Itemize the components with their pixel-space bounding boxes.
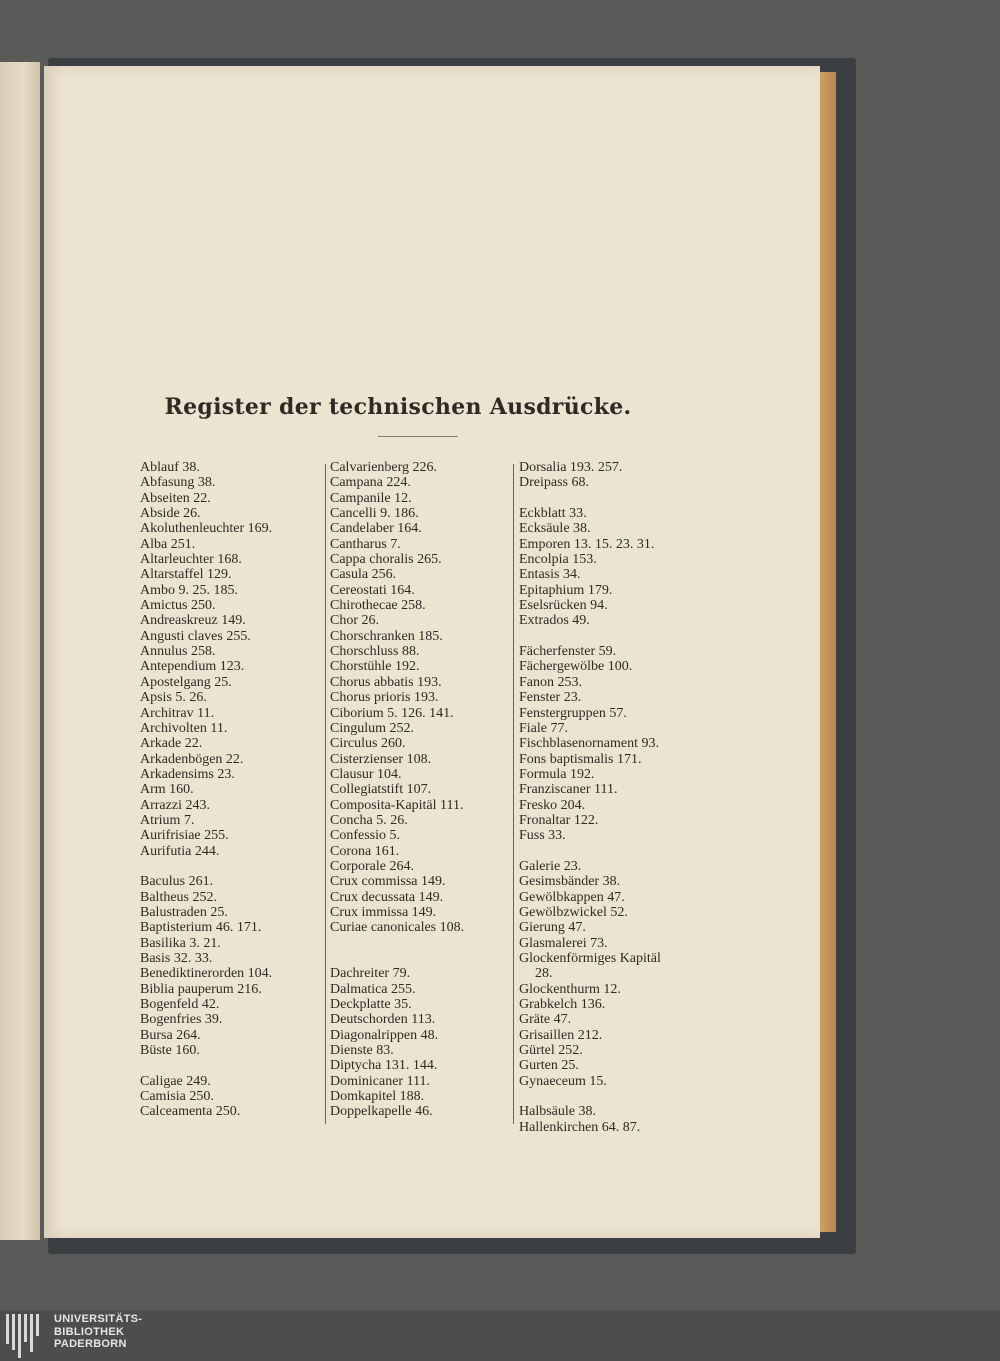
- library-name-line2: BIBLIOTHEK: [54, 1325, 125, 1338]
- index-entry: Glockenförmiges Kapitäl: [519, 951, 661, 966]
- index-entry: Franziscaner 111.: [519, 782, 618, 798]
- index-entry: Crux decussata 149.: [330, 889, 444, 905]
- index-entry: Caligae 249.: [140, 1073, 211, 1089]
- index-entry: Gynaeceum 15.: [519, 1073, 607, 1089]
- index-entry: Cappa choralis 265.: [330, 552, 442, 568]
- index-entry: Gewölbzwickel 52.: [519, 904, 628, 920]
- index-entry: Bursa 264.: [140, 1027, 201, 1043]
- entry-gap: [519, 491, 701, 506]
- index-entry: Aurifrisiae 255.: [140, 828, 229, 844]
- index-entry: Bogenfries 39.: [140, 1012, 223, 1028]
- column-divider: [325, 464, 326, 1124]
- index-entry: Clausur 104.: [330, 766, 402, 782]
- index-entry: Casula 256.: [330, 567, 397, 583]
- library-name: [54, 1313, 142, 1351]
- index-column-3: [519, 460, 701, 1135]
- page-block-edge: [818, 72, 836, 1232]
- index-entry: Dominicaner 111.: [330, 1073, 431, 1089]
- index-entry: Glasmalerei 73.: [519, 935, 608, 951]
- index-entry: Fuss 33.: [519, 828, 566, 844]
- index-entry: Cingulum 252.: [330, 720, 415, 736]
- index-entry: Entasis 34.: [519, 567, 581, 583]
- index-entry: Encolpia 153.: [519, 552, 597, 568]
- index-entry: Dalmatica 255.: [330, 981, 416, 997]
- index-entry: Aurifutia 244.: [140, 843, 220, 859]
- index-entry: Fächergewölbe 100.: [519, 659, 633, 675]
- index-entry: Fenster 23.: [519, 690, 582, 706]
- index-entry: Fächerfenster 59.: [519, 644, 617, 660]
- index-entry: Abside 26.: [140, 506, 201, 522]
- index-entry: Camisia 250.: [140, 1089, 214, 1105]
- index-entry: Ciborium 5. 126. 141.: [330, 705, 454, 721]
- index-entry: Fanon 253.: [519, 674, 582, 690]
- index-entry: Arrazzi 243.: [140, 797, 210, 813]
- index-entry: Diagonalrippen 48.: [330, 1027, 439, 1043]
- index-entry: Corporale 264.: [330, 858, 414, 874]
- index-entry: Galerie 23.: [519, 858, 582, 874]
- index-column-2: [330, 460, 512, 1120]
- register-title: Register der technischen Ausdrücke.: [164, 394, 632, 420]
- index-entry: Gurten 25.: [519, 1058, 579, 1074]
- index-entry: Basilika 3. 21.: [140, 935, 221, 951]
- index-entry: Chorschluss 88.: [330, 644, 420, 660]
- index-entry: Concha 5. 26.: [330, 812, 408, 828]
- entry-gap: [140, 859, 322, 874]
- index-entry: Arkadensims 23.: [140, 766, 235, 782]
- index-entry: Chirothecae 258.: [330, 598, 426, 614]
- index-entry: Architrav 11.: [140, 705, 215, 721]
- index-entry: Altarstaffel 129.: [140, 567, 232, 583]
- index-entry: Halbsäule 38.: [519, 1104, 596, 1120]
- column-divider: [513, 464, 514, 1124]
- index-entry: Candelaber 164.: [330, 521, 422, 537]
- index-entry: Dorsalia 193. 257.: [519, 460, 623, 475]
- index-entry: Arkadenbögen 22.: [140, 751, 244, 767]
- index-entry: Cisterzienser 108.: [330, 751, 432, 767]
- index-entry: Diptycha 131. 144.: [330, 1058, 438, 1074]
- index-entry: Grabkelch 136.: [519, 997, 606, 1013]
- index-entry: Doppelkapelle 46.: [330, 1104, 433, 1120]
- index-entry: Chorstühle 192.: [330, 659, 420, 675]
- index-entry: Fronaltar 122.: [519, 812, 599, 828]
- index-entry: Chorus abbatis 193.: [330, 674, 442, 690]
- index-entry: Archivolten 11.: [140, 720, 228, 736]
- index-entry: Deckplatte 35.: [330, 997, 412, 1013]
- index-entry: Arm 160.: [140, 782, 194, 798]
- index-entry: Composita-Kapitäl 111.: [330, 797, 464, 813]
- entry-gap: [140, 1058, 322, 1073]
- index-entry: Glockenthurm 12.: [519, 981, 621, 997]
- title-ornament: [378, 436, 458, 441]
- index-entry: Eselsrücken 94.: [519, 598, 608, 614]
- index-entry: Chorschranken 185.: [330, 628, 443, 644]
- index-entry: Benediktinerorden 104.: [140, 966, 273, 982]
- entry-gap: [330, 936, 512, 951]
- index-entry: Gürtel 252.: [519, 1043, 583, 1059]
- index-entry: Calceamenta 250.: [140, 1104, 241, 1120]
- index-entry: Fiale 77.: [519, 720, 568, 736]
- index-entry: Formula 192.: [519, 766, 595, 782]
- index-entry: Ablauf 38.: [140, 460, 200, 475]
- index-entry: Circulus 260.: [330, 736, 406, 752]
- index-entry: Chorus prioris 193.: [330, 690, 439, 706]
- index-entry: Abseiten 22.: [140, 490, 211, 506]
- index-entry: Extrados 49.: [519, 613, 590, 629]
- index-entry: Domkapitel 188.: [330, 1089, 425, 1105]
- index-entry: Grisaillen 212.: [519, 1027, 603, 1043]
- index-entry: Ambo 9. 25. 185.: [140, 582, 238, 598]
- index-entry: Altarleuchter 168.: [140, 552, 242, 568]
- index-entry: Ecksäule 38.: [519, 521, 591, 537]
- index-entry: Deutschorden 113.: [330, 1012, 436, 1028]
- index-entry: Fischblasenornament 93.: [519, 736, 659, 752]
- index-entry: Apsis 5. 26.: [140, 690, 207, 706]
- entry-gap: [519, 1089, 701, 1104]
- index-entry: Dachreiter 79.: [330, 966, 411, 982]
- index-entry: Apostelgang 25.: [140, 674, 232, 690]
- index-entry: Eckblatt 33.: [519, 506, 587, 522]
- index-entry: Campanile 12.: [330, 490, 412, 506]
- index-entry: Akoluthenleuchter 169.: [140, 521, 273, 537]
- entry-gap: [330, 951, 512, 966]
- index-entry: Cantharus 7.: [330, 536, 401, 552]
- index-entry: Dienste 83.: [330, 1043, 394, 1059]
- index-entry: Balustraden 25.: [140, 904, 228, 920]
- library-logo-icon: [6, 1314, 46, 1358]
- facing-page-edge: [0, 62, 40, 1240]
- entry-gap: [519, 629, 701, 644]
- index-entry: Bogenfeld 42.: [140, 997, 220, 1013]
- entry-gap: [519, 844, 701, 859]
- index-entry: Baculus 261.: [140, 874, 214, 890]
- index-entry: Fenstergruppen 57.: [519, 705, 627, 721]
- index-entry: Alba 251.: [140, 536, 196, 552]
- index-entry: Gewölbkappen 47.: [519, 889, 625, 905]
- index-entry: Fresko 204.: [519, 797, 586, 813]
- index-entry: Crux commissa 149.: [330, 874, 446, 890]
- index-entry: Dreipass 68.: [519, 475, 589, 491]
- index-entry: Epitaphium 179.: [519, 582, 613, 598]
- index-entry: Abfasung 38.: [140, 475, 216, 491]
- index-entry: Corona 161.: [330, 843, 400, 859]
- index-entry: Chor 26.: [330, 613, 379, 629]
- index-entry: Curiae canonicales 108.: [330, 920, 465, 936]
- library-footer: [0, 1310, 1000, 1361]
- index-entry: Angusti claves 255.: [140, 628, 251, 644]
- index-entry: 28.: [535, 966, 553, 982]
- index-entry: Amictus 250.: [140, 598, 216, 614]
- index-entry: Arkade 22.: [140, 736, 203, 752]
- index-entry: Emporen 13. 15. 23. 31.: [519, 536, 655, 552]
- index-column-1: [140, 460, 322, 1120]
- index-entry: Atrium 7.: [140, 812, 195, 828]
- index-entry: Cancelli 9. 186.: [330, 506, 419, 522]
- index-entry: Cereostati 164.: [330, 582, 415, 598]
- index-entry: Annulus 258.: [140, 644, 216, 660]
- index-entry: Büste 160.: [140, 1043, 200, 1059]
- index-entry: Baptisterium 46. 171.: [140, 920, 262, 936]
- index-entry: Gesimsbänder 38.: [519, 874, 621, 890]
- index-entry: Confessio 5.: [330, 828, 400, 844]
- library-name-line1: UNIVERSITÄTS-: [54, 1313, 143, 1325]
- index-entry: Baltheus 252.: [140, 889, 217, 905]
- index-entry: Basis 32. 33.: [140, 951, 213, 966]
- index-entry: Biblia pauperum 216.: [140, 981, 262, 997]
- index-entry: Fons baptismalis 171.: [519, 751, 642, 767]
- index-entry: Calvarienberg 226.: [330, 460, 438, 475]
- index-entry: Antependium 123.: [140, 659, 245, 675]
- index-entry: Collegiatstift 107.: [330, 782, 432, 798]
- index-entry: Crux immissa 149.: [330, 904, 437, 920]
- library-name-line3: PADERBORN: [54, 1338, 127, 1350]
- index-entry: Gräte 47.: [519, 1012, 572, 1028]
- index-entry: Hallenkirchen 64. 87.: [519, 1119, 641, 1135]
- index-entry: Campana 224.: [330, 475, 411, 491]
- index-entry: Andreaskreuz 149.: [140, 613, 246, 629]
- book-page: [44, 66, 820, 1238]
- index-entry: Gierung 47.: [519, 920, 586, 936]
